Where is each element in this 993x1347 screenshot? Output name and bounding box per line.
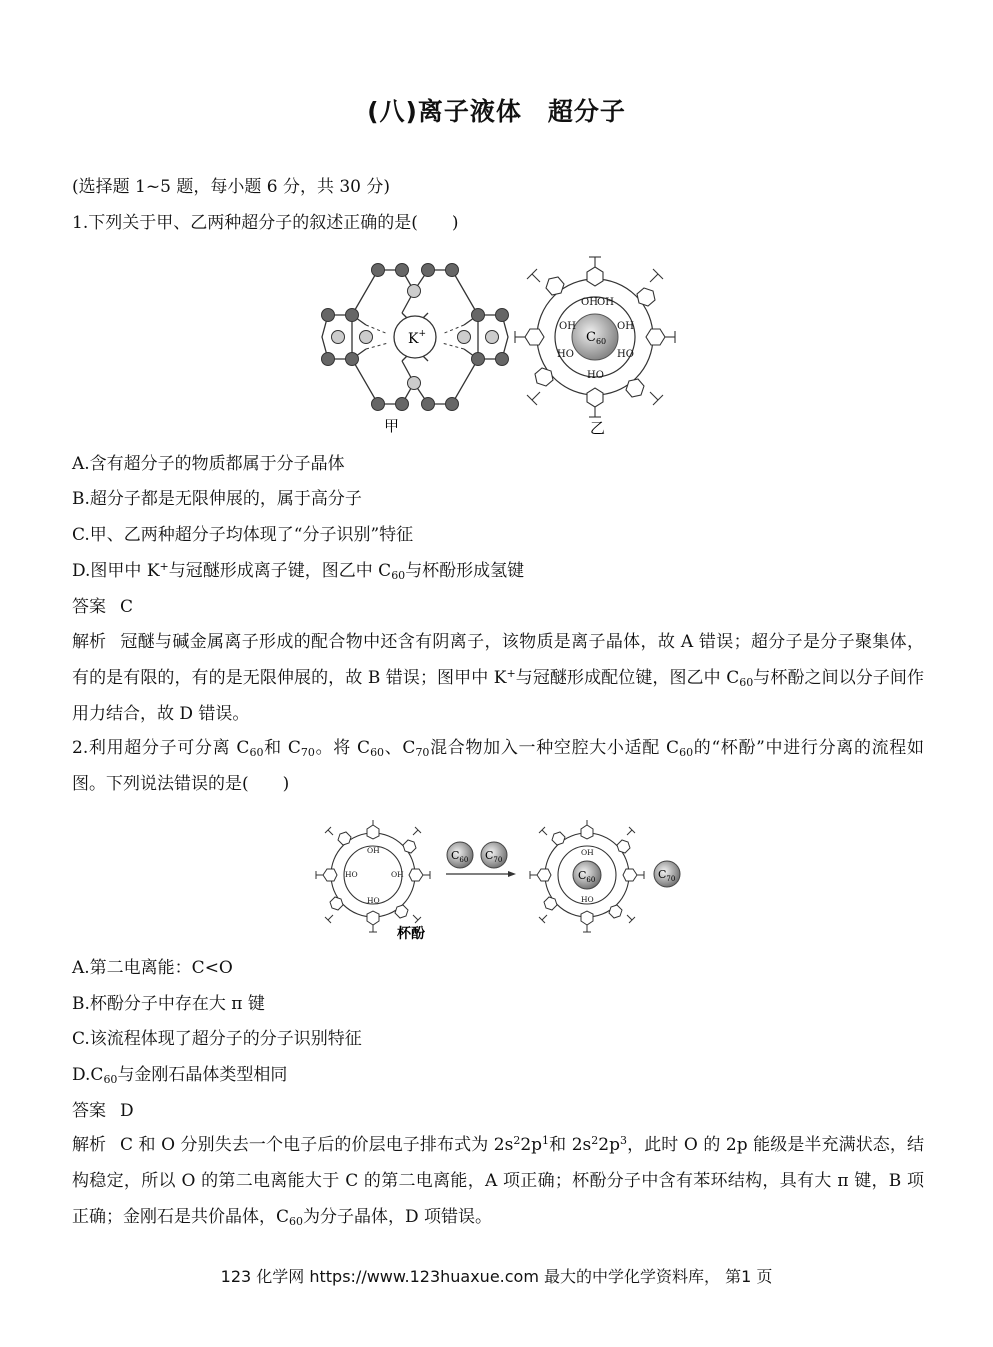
- q2-option-b: B.杯酚分子中存在大 π 键: [72, 994, 265, 1014]
- oh-label: OH: [617, 321, 634, 332]
- oh-label: OH: [367, 846, 380, 855]
- q1-option-b: B.超分子都是无限伸展的，属于高分子: [72, 489, 362, 509]
- oh-label: OH: [391, 870, 404, 879]
- ion-symbol: K: [408, 331, 419, 347]
- ho-label: HO: [557, 349, 574, 360]
- c60-ball: [447, 842, 473, 868]
- figure-label-jia: 甲: [384, 417, 400, 435]
- q1-figure: [300, 255, 700, 440]
- q2-stem: 2.利用超分子可分离 $C_{60}$和 $C_{70}$。将 $C_{60}$、$C_{70}$混合物加入一种空腔大小适配 $C_{60}$的“杯酚”中进行分离的流程如图。下列说法错误的是( ): [72, 738, 924, 794]
- svg-text:C60: $C_{60}$: [451, 849, 469, 864]
- q1-option-a: A.含有超分子的物质都属于分子晶体: [72, 454, 345, 474]
- ho-label: HO: [367, 896, 380, 905]
- page-footer: 123 化学网 https://www.123huaxue.com 最大的中学化学资料库， 第1 页: [220, 1267, 773, 1286]
- oh-label: OH: [581, 848, 594, 857]
- ho-label: HO: [587, 370, 604, 381]
- calixarene-empty: [316, 820, 430, 932]
- q2-figure: [300, 820, 700, 945]
- ho-label: HO: [345, 870, 358, 879]
- ho-label: HO: [617, 349, 634, 360]
- q1-stem: 1.下列关于甲、乙两种超分子的叙述正确的是( ): [72, 213, 459, 233]
- calixarene-with-c60: [530, 820, 644, 932]
- q1-answer: 答案 C: [72, 597, 134, 617]
- oh-label: OH: [581, 297, 598, 308]
- c70-ball: [481, 842, 507, 868]
- svg-text:C60: $C_{60}$: [578, 869, 596, 884]
- ho-label: HO: [581, 895, 594, 904]
- q1-analysis: 解析 冠醚与碱金属离子形成的配合物中还含有阴离子，该物质是离子晶体，故 A 错误；超分子是分子聚集体，有的是有限的，有的是无限伸展的，故 B 错误；图甲中 K+与冠醚形成配位键，图乙中 $C_{60}$与杯酚之间以分子间作用力结合，故 D 错误。: [72, 632, 925, 724]
- ion-charge: +: [418, 329, 427, 339]
- calixarene-label: 杯酚: [397, 926, 425, 942]
- figure-label-yi: 乙: [590, 419, 606, 437]
- oh-label: OH: [597, 297, 614, 308]
- calixarene-c60-figure: [515, 257, 675, 437]
- q2-analysis: 解析 C 和 O 分别失去一个电子后的价层电子排布式为 $2s^22p^1$和 $2s^22p^3$，此时 O 的 2p 能级是半充满状态，结构稳定，所以 O 的第二电离能大于 C 的第二电离能，A 项正确；杯酚分子中含有苯环结构，具有大 π 键，B 项正确；金刚石是共价晶体，$C_{60}$为分子晶体，D 项错误。: [72, 1134, 925, 1228]
- q2-answer: 答案 D: [72, 1101, 134, 1121]
- c60-symbol: C: [586, 330, 596, 345]
- svg-text:C70: $C_{70}$: [485, 849, 503, 864]
- svg-text:C70: $C_{70}$: [658, 868, 676, 883]
- q2-option-d: $D.C_{60}$与金刚石晶体类型相同: [72, 1065, 288, 1086]
- q2-option-c: C.该流程体现了超分子的分子识别特征: [72, 1029, 362, 1049]
- q2-option-a: A.第二电离能：C<O: [72, 958, 233, 978]
- page-title: (八)离子液体 超分子: [367, 97, 626, 126]
- c60-sub: 60: [595, 337, 607, 346]
- q1-option-d: D.图甲中 K+与冠醚形成离子键，图乙中 $C_{60}$与杯酚形成氢键: [72, 560, 525, 582]
- crown-ether-figure: [322, 264, 509, 436]
- c70-separated: [654, 861, 680, 887]
- flow-arrow: [446, 871, 516, 877]
- oh-label: OH: [559, 321, 576, 332]
- q1-option-c: C.甲、乙两种超分子均体现了“分子识别”特征: [72, 525, 414, 545]
- intro-note: (选择题 1~5 题，每小题 6 分，共 30 分): [72, 177, 391, 197]
